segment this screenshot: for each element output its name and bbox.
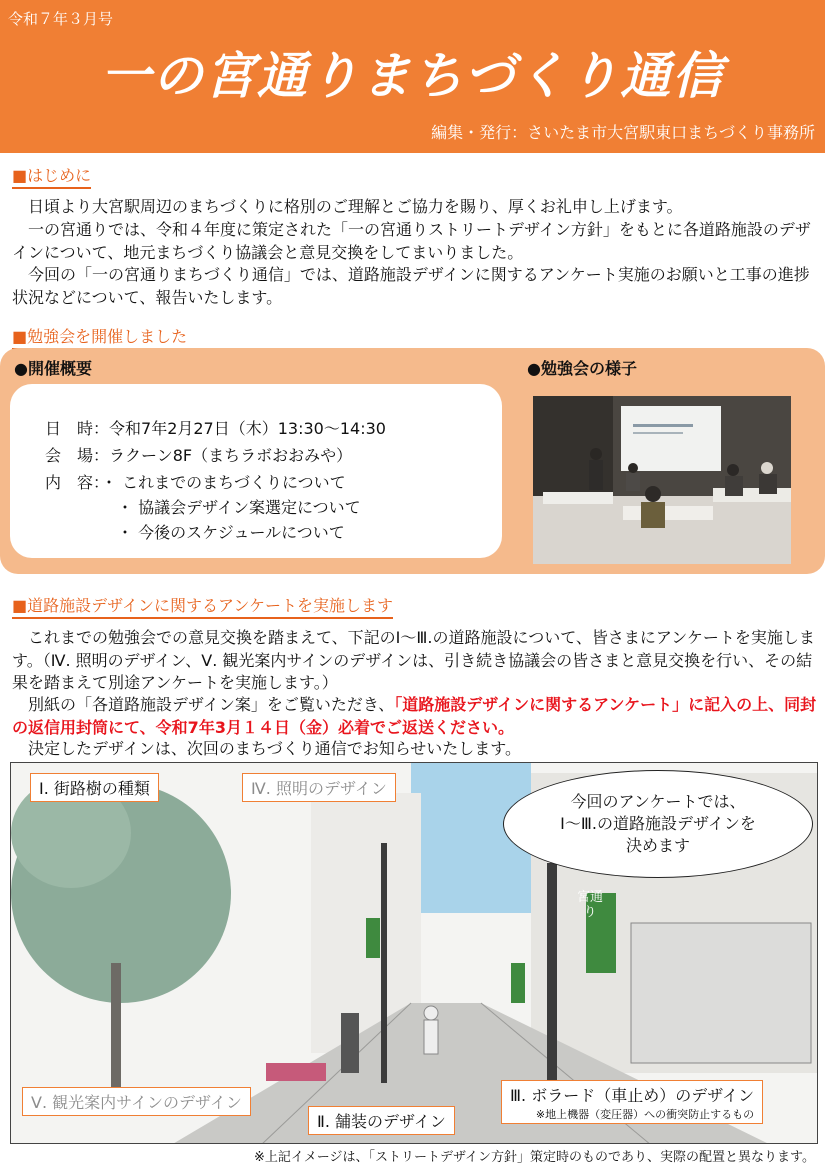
photo-heading: ●勉強会の様子 bbox=[527, 359, 637, 378]
intro-paragraph-3: 今回の「一の宮通りまちづくり通信」では、道路施設デザインに関するアンケート実施のお願いと工事の進捗状況などについて、報告いたします。 bbox=[12, 265, 810, 307]
place-label: 会 場： bbox=[45, 446, 110, 465]
overview-heading: ●開催概要 bbox=[14, 359, 92, 378]
bubble-line-1: 今回のアンケートでは、 bbox=[570, 792, 746, 811]
survey-deadline-notice: 「道路施設デザインに関するアンケート」に記入の上、同封の返信用封筒にて、令和7年3月１４日（金）必着でご返送ください。 bbox=[12, 695, 817, 737]
header-banner bbox=[0, 0, 825, 153]
place-row bbox=[45, 443, 352, 466]
content-item-2: ・ 協議会デザイン案選定について bbox=[117, 498, 361, 517]
survey-paragraph-1: これまでの勉強会での意見交換を踏まえて、下記のⅠ～Ⅲ.の道路施設について、皆さまにアンケートを実施します。（Ⅳ. 照明のデザイン、Ⅴ. 観光案内サインのデザインは、引き続き協議会の皆さまと意見交換を行い、その結果を踏まえて別途アンケートを実施します。） bbox=[12, 628, 815, 692]
study-heading: ■勉強会を開催しました bbox=[12, 324, 187, 350]
illustration-footnote: ※上記イメージは、「ストリートデザイン方針」策定時のものであり、実際の配置と異なります。 bbox=[253, 1150, 815, 1165]
study-session-scene bbox=[533, 396, 791, 564]
label-lighting: Ⅳ. 照明のデザイン bbox=[242, 773, 396, 802]
content-item-3: ・ 今後のスケジュールについて bbox=[117, 523, 345, 542]
content-item-1: ・ これまでのまちづくりについて bbox=[101, 473, 346, 492]
label-tourist-sign: Ⅴ. 観光案内サインのデザイン bbox=[22, 1087, 251, 1116]
bubble-line-3: 決めます bbox=[625, 836, 690, 855]
label-paving: Ⅱ. 舗装のデザイン bbox=[308, 1106, 455, 1135]
content-label: 内 容： bbox=[45, 473, 102, 492]
survey-paragraph-2 bbox=[12, 694, 818, 739]
date-row bbox=[45, 416, 386, 439]
survey-heading: ■道路施設デザインに関するアンケートを実施します bbox=[12, 593, 393, 619]
date-value: 令和7年2月27日（木）13:30～14:30 bbox=[109, 419, 386, 438]
intro-paragraph-1: 日頃より大宮駅周辺のまちづくりに格別のご理解とご協力を賜り、厚くお礼申し上げます。 bbox=[28, 197, 683, 216]
label-bollard-title: Ⅲ. ボラード（車止め）のデザイン bbox=[510, 1086, 755, 1105]
issue-label: 令和７年３月号 bbox=[8, 10, 114, 28]
intro-paragraph-2: 一の宮通りでは、令和４年度に策定された「一の宮通りストリートデザイン方針」をもとに各道路施設のデザインについて、地元まちづくり協議会と意見交換をしてまいりました。 bbox=[12, 220, 811, 262]
street-banner-text: 宮通り bbox=[577, 890, 604, 920]
survey-paragraph-3: 決定したデザインは、次回のまちづくり通信でお知らせいたします。 bbox=[28, 739, 521, 758]
content-row bbox=[45, 470, 346, 493]
bubble-line-2: Ⅰ～Ⅲ.の道路施設デザインを bbox=[560, 814, 756, 833]
label-bollard-note: ※地上機器（変圧器）への衝突防止するもの bbox=[535, 1108, 755, 1121]
study-session-photo bbox=[533, 396, 791, 564]
newsletter-title: 一の宮通りまちづくり通信 bbox=[100, 47, 725, 105]
survey-paragraph-2-lead: 別紙の「各道路施設デザイン案」をご覧いただき、 bbox=[28, 695, 395, 714]
date-label: 日 時： bbox=[45, 419, 110, 438]
label-street-trees: Ⅰ. 街路樹の種類 bbox=[30, 773, 159, 802]
label-bollard bbox=[501, 1080, 763, 1124]
intro-heading: ■はじめに bbox=[12, 163, 91, 189]
publisher-line: 編集・発行：さいたま市大宮駅東口まちづくり事務所 bbox=[431, 123, 815, 142]
speech-bubble bbox=[503, 770, 813, 878]
place-value: ラクーン8F（まちラボおおみや） bbox=[109, 446, 353, 465]
